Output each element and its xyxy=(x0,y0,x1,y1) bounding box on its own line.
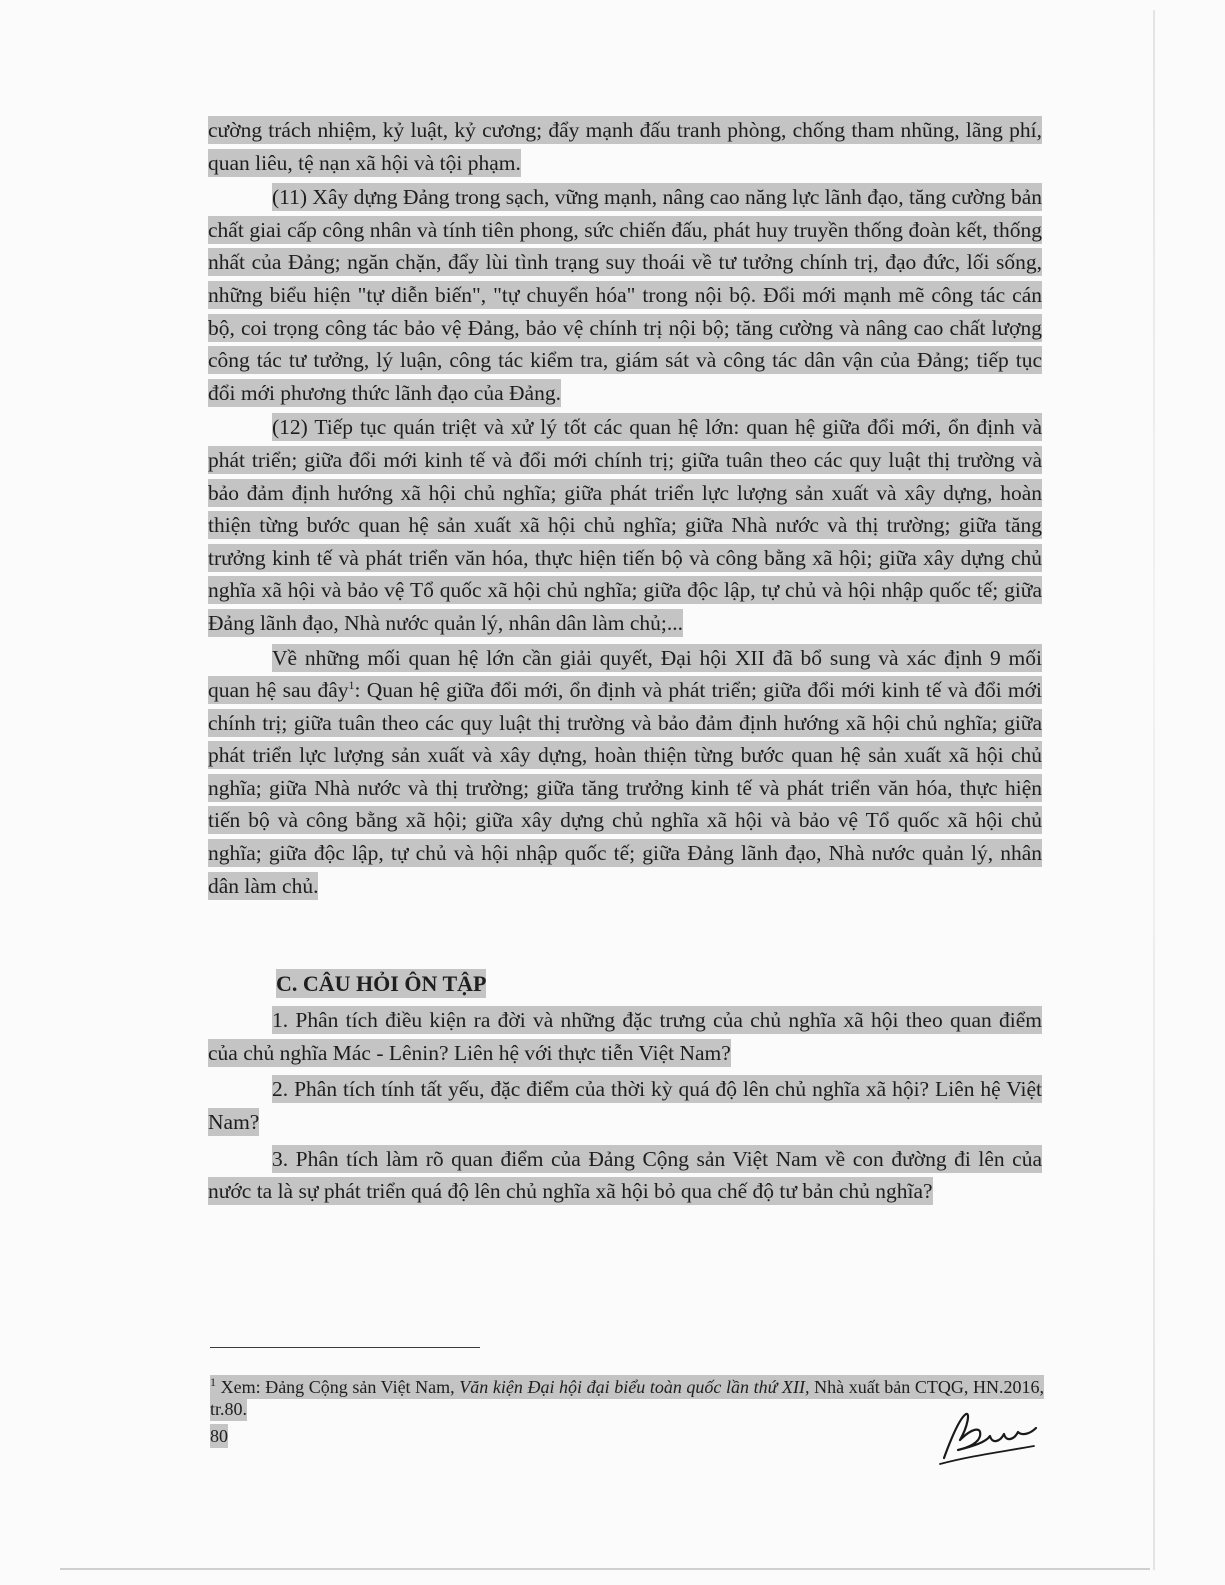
paragraph-relations-rest: : Quan hệ giữa đổi mới, ổn định và phát triển; giữa đổi mới kinh tế và đổi mới chính trị; giữa tuân theo các quy luật thị trường và bảo đảm định hướng xã hội chủ nghĩa; giữa phát triển lực lượng sản xuất và xây dựng, hoàn thiện từng bước quan hệ sản xuất xã hội chủ nghĩa; giữa Nhà nước và thị trường; giữa tăng trưởng kinh tế và phát triển văn hóa, thực hiện tiến bộ và công bằng xã hội; giữa xây dựng chủ nghĩa xã hội và bảo vệ Tổ quốc xã hội chủ nghĩa; giữa độc lập, tự chủ và hội nhập quốc tế; giữa Đảng lãnh đạo, Nhà nước quản lý, nhân dân làm chủ. xyxy=(208,678,1042,898)
page-number: 80 xyxy=(210,1426,228,1446)
section-heading: C. CÂU HỎI ÔN TẬP xyxy=(276,971,487,997)
question-2: 2. Phân tích tính tất yếu, đặc điểm của thời kỳ quá độ lên chủ nghĩa xã hội? Liên hệ Việt Nam? xyxy=(208,1077,1042,1135)
paragraph-11: (11) Xây dựng Đảng trong sạch, vững mạnh, nâng cao năng lực lãnh đạo, tăng cường bản chất giai cấp công nhân và tính tiên phong, sức chiến đấu, phát huy truyền thống đoàn kết, thống nhất của Đảng; ngăn chặn, đẩy lùi tình trạng suy thoái về tư tưởng chính trị, đạo đức, lối sống, những biểu hiện "tự diễn biến", "tự chuyển hóa" trong nội bộ. Đổi mới mạnh mẽ công tác cán bộ, coi trọng công tác bảo vệ Đảng, bảo vệ chính trị nội bộ; tăng cường và nâng cao chất lượng công tác tư tưởng, lý luận, công tác kiểm tra, giám sát và công tác dân vận của Đảng; tiếp tục đổi mới phương thức lãnh đạo của Đảng. xyxy=(208,185,1042,405)
scan-edge-bottom xyxy=(60,1568,1150,1570)
footnote-divider xyxy=(210,1347,480,1348)
scan-edge-right xyxy=(1153,10,1155,1570)
footnote xyxy=(210,1376,1044,1420)
handwritten-signature xyxy=(930,1406,1040,1470)
footnote-reference: 1 xyxy=(348,677,355,692)
question-3: 3. Phân tích làm rõ quan điểm của Đảng Cộng sản Việt Nam về con đường đi lên của nước ta là sự phát triển quá độ lên chủ nghĩa xã hội bỏ qua chế độ tư bản chủ nghĩa? xyxy=(208,1146,1042,1204)
question-1: 1. Phân tích điều kiện ra đời và những đặc trưng của chủ nghĩa xã hội theo quan điểm của chủ nghĩa Mác - Lênin? Liên hệ với thực tiễn Việt Nam? xyxy=(208,1008,1042,1065)
footnote-title: Văn kiện Đại hội đại biểu toàn quốc lần thứ XII, xyxy=(459,1377,810,1397)
paragraph-12: (12) Tiếp tục quán triệt và xử lý tốt các quan hệ lớn: quan hệ giữa đổi mới, ổn định và phát triển; giữa đổi mới kinh tế và đổi mới chính trị; giữa tuân theo các quy luật thị trường và bảo đảm định hướng xã hội chủ nghĩa; giữa phát triển lực lượng sản xuất và xây dựng, hoàn thiện từng bước quan hệ sản xuất xã hội chủ nghĩa; giữa Nhà nước và thị trường; giữa tăng trưởng kinh tế và phát triển văn hóa, thực hiện tiến bộ và công bằng xã hội; giữa xây dựng chủ nghĩa xã hội và bảo vệ Tổ quốc xã hội chủ nghĩa; giữa độc lập, tự chủ và hội nhập quốc tế; giữa Đảng lãnh đạo, Nhà nước quản lý, nhân dân làm chủ;... xyxy=(208,415,1042,635)
footnote-marker: 1 xyxy=(210,1375,216,1389)
footnote-prefix: Xem: Đảng Cộng sản Việt Nam, xyxy=(216,1377,460,1397)
paragraph-relations xyxy=(208,642,1042,903)
footnote-suffix: Nhà xuất bản CTQG, HN.2016, tr.80. xyxy=(210,1377,1044,1419)
body-text xyxy=(208,114,1042,1208)
paragraph-relations-start: Về những mối quan hệ lớn cần giải quyết, Đại hội XII đã bổ sung và xác định 9 mối quan hệ sau đây xyxy=(208,645,1042,703)
paragraph-continued: cường trách nhiệm, kỷ luật, kỷ cương; đẩy mạnh đấu tranh phòng, chống tham nhũng, lãng phí, quan liêu, tệ nạn xã hội và tội phạm. xyxy=(208,118,1042,175)
